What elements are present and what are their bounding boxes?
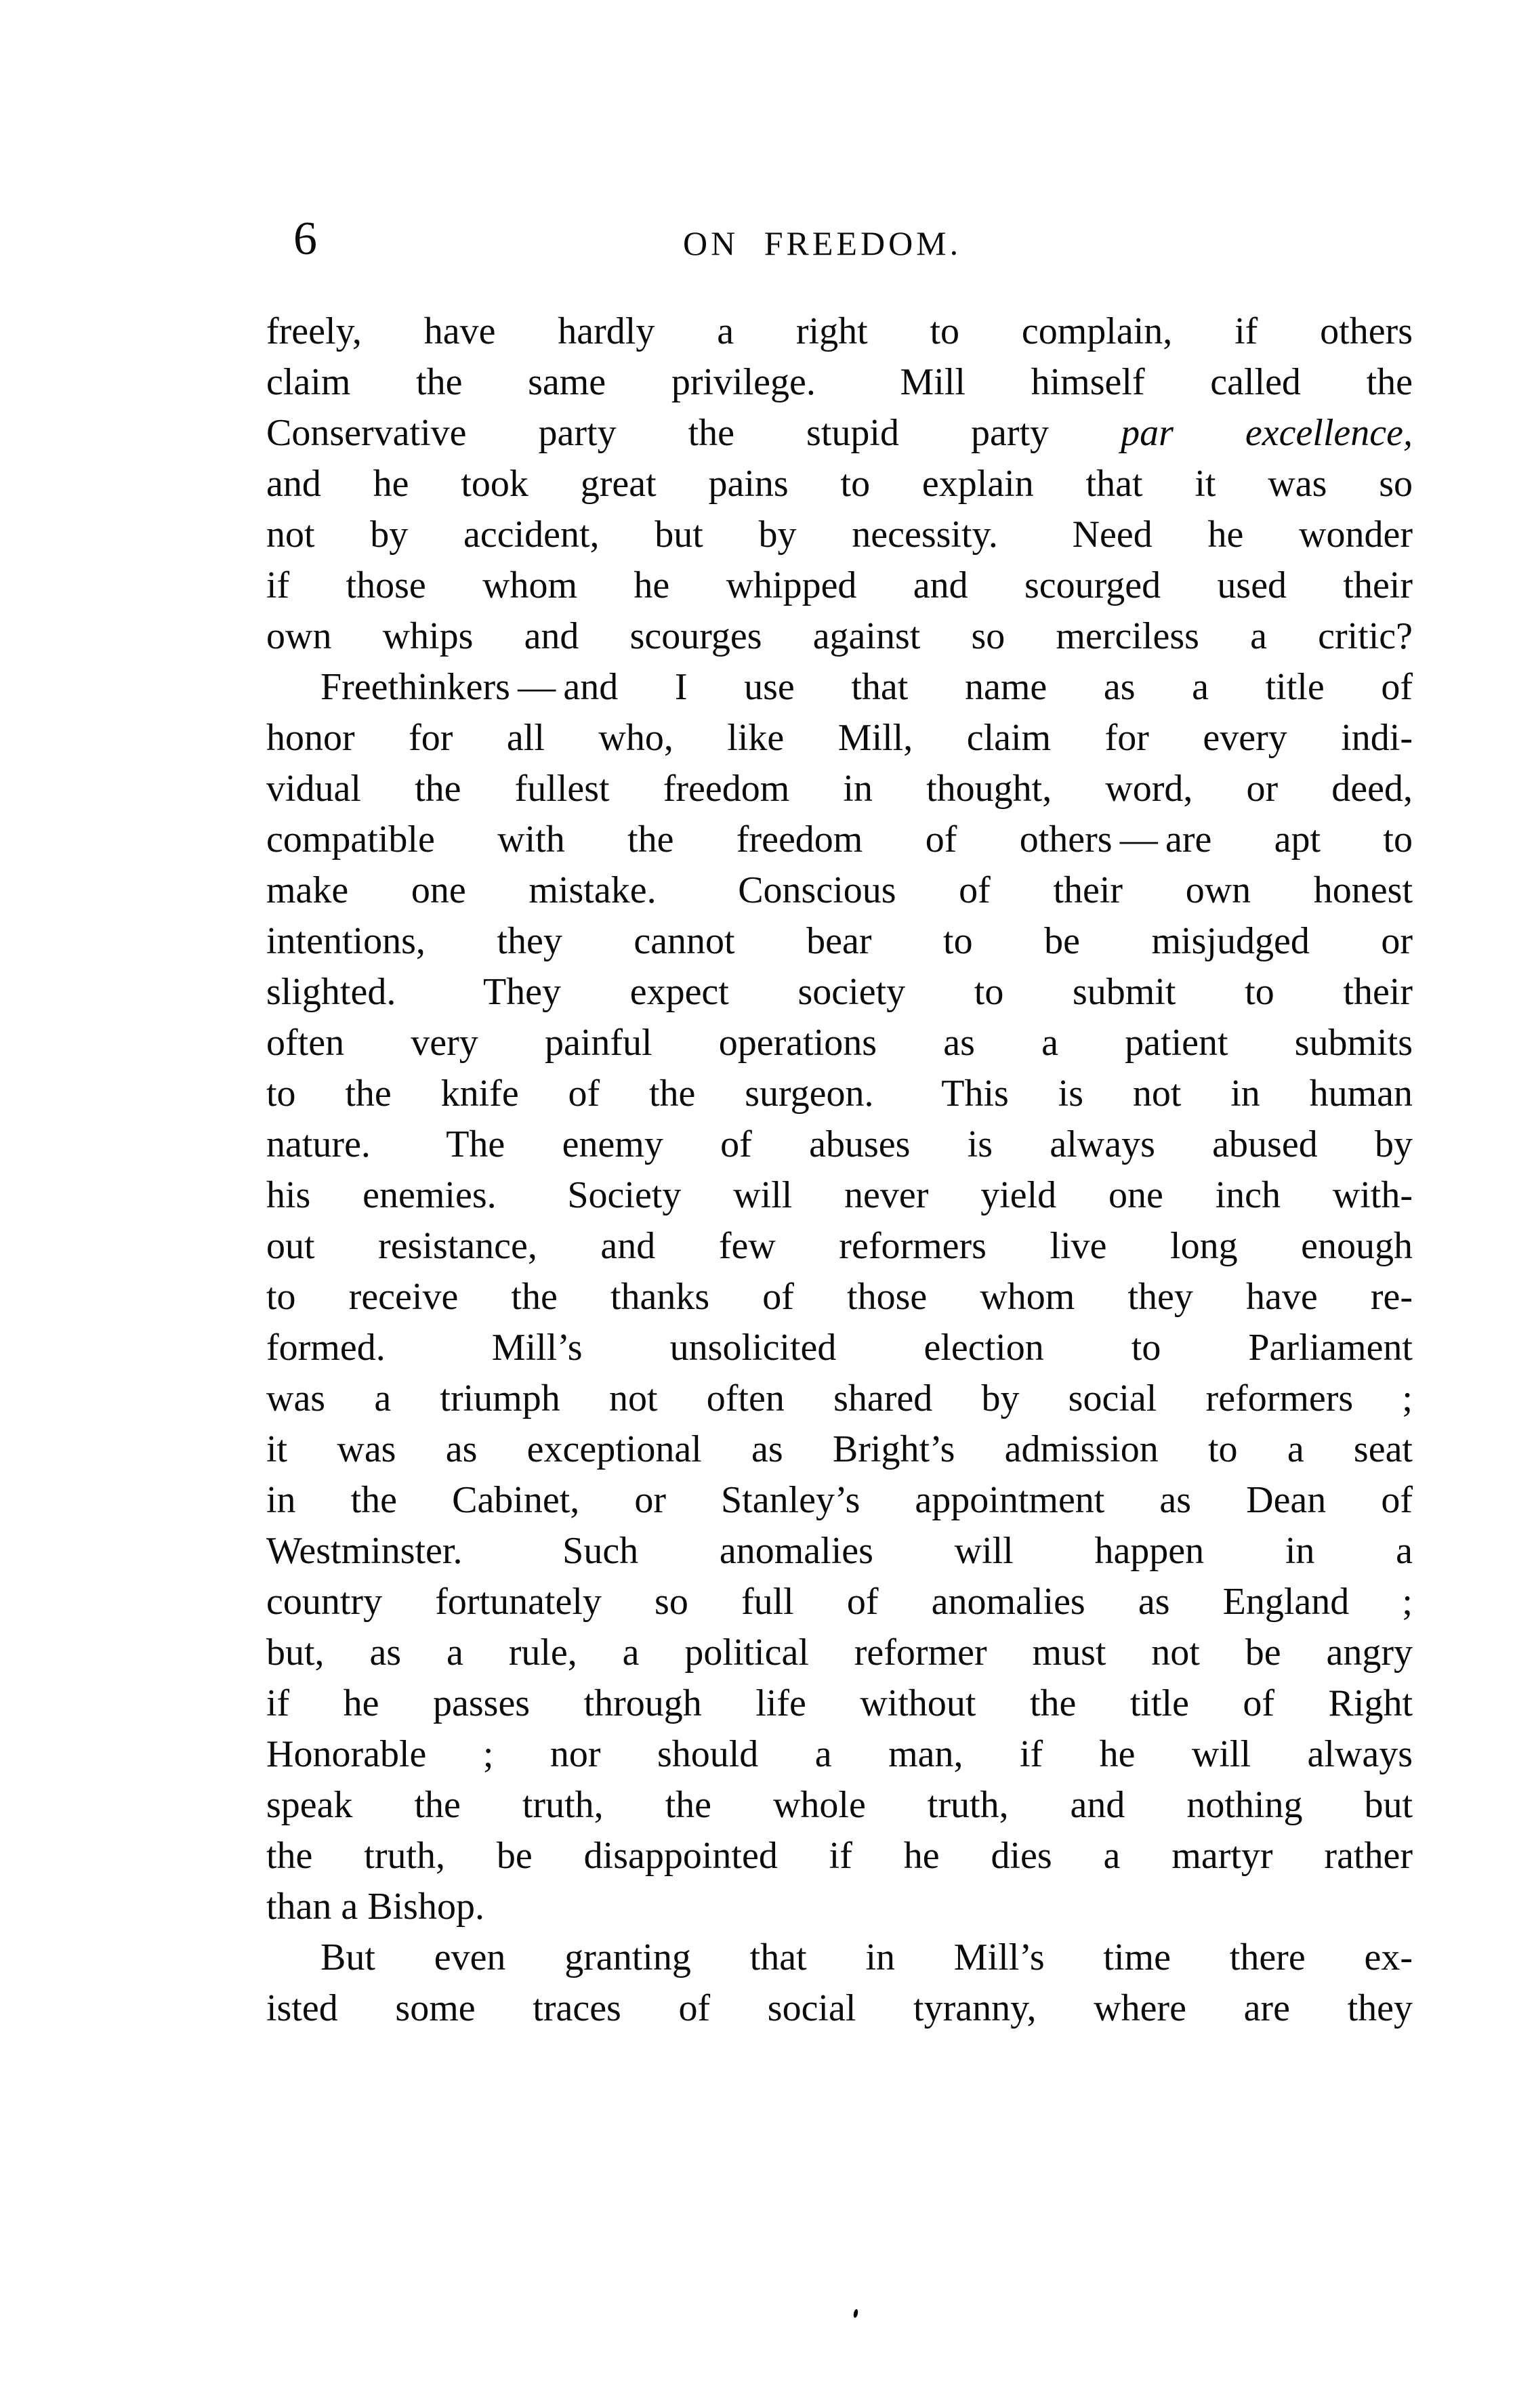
text-segment: than a Bishop. xyxy=(266,1886,484,1928)
text-line xyxy=(266,1018,1413,1068)
text-line xyxy=(266,1882,1413,1932)
text-line xyxy=(266,967,1413,1018)
text-segment: isted some traces of social tyranny, where are they xyxy=(266,1987,1413,2029)
text-line xyxy=(266,764,1413,814)
text-segment: vidual the fullest freedom in thought, word, or deed, xyxy=(266,768,1413,810)
text-segment: not by accident, but by necessity. Need he wonder xyxy=(266,514,1413,556)
text-segment: if he passes through life without the title of Right xyxy=(266,1682,1413,1724)
text-line xyxy=(266,1678,1413,1729)
text-line xyxy=(266,865,1413,916)
text-segment: claim the same privilege. Mill himself called the xyxy=(266,361,1413,403)
text-segment: to the knife of the surgeon. This is not in human xyxy=(266,1073,1413,1115)
text-segment: compatible with the freedom of others — are apt to xyxy=(266,818,1413,860)
text-line xyxy=(266,1526,1413,1577)
text-segment: But even granting that in Mill’s time there ex- xyxy=(320,1936,1413,1978)
page-header xyxy=(266,215,1413,270)
text-line xyxy=(266,1119,1413,1170)
text-segment: his enemies. Society will never yield one inch with- xyxy=(266,1174,1413,1216)
text-line xyxy=(266,408,1413,459)
text-line xyxy=(266,814,1413,865)
ink-speck-artifact xyxy=(853,2309,859,2319)
text-segment: make one mistake. Conscious of their own honest xyxy=(266,869,1413,911)
text-segment: nature. The enemy of abuses is always abused by xyxy=(266,1123,1413,1165)
text-line xyxy=(266,1221,1413,1272)
text-line xyxy=(266,306,1413,357)
text-segment: slighted. They expect society to submit to their xyxy=(266,971,1413,1013)
text-segment: Westminster. Such anomalies will happen in a xyxy=(266,1530,1413,1572)
text-segment: if those whom he whipped and scourged used their xyxy=(266,564,1413,606)
text-line xyxy=(266,1068,1413,1119)
text-line xyxy=(266,560,1413,611)
text-line xyxy=(266,1577,1413,1627)
text-line xyxy=(266,357,1413,408)
text-line xyxy=(266,916,1413,967)
text-segment: formed. Mill’s unsolicited election to Parliament xyxy=(266,1327,1413,1369)
text-line xyxy=(266,1323,1413,1373)
italic-text-segment: par excellence, xyxy=(1121,412,1413,454)
text-line xyxy=(266,713,1413,764)
text-segment: often very painful operations as a patient submits xyxy=(266,1022,1413,1064)
text-segment: own whips and scourges against so merciless a critic? xyxy=(266,615,1413,657)
text-segment: to receive the thanks of those whom they have re- xyxy=(266,1276,1413,1318)
text-line xyxy=(266,1729,1413,1780)
text-segment: Honorable ; nor should a man, if he will always xyxy=(266,1733,1413,1775)
text-segment: Freethinkers — and I use that name as a title of xyxy=(320,666,1413,708)
text-segment: out resistance, and few reformers live long enough xyxy=(266,1225,1413,1267)
text-line xyxy=(266,510,1413,560)
text-line xyxy=(266,662,1413,713)
text-line xyxy=(266,1475,1413,1526)
text-segment: freely, have hardly a right to complain, if others xyxy=(266,310,1413,352)
text-line xyxy=(266,1272,1413,1323)
page-number: 6 xyxy=(293,213,317,265)
text-segment: speak the truth, the whole truth, and nothing but xyxy=(266,1784,1413,1826)
text-line xyxy=(266,1983,1413,2034)
text-line xyxy=(266,1424,1413,1475)
text-segment: intentions, they cannot bear to be misjudged or xyxy=(266,920,1413,962)
text-line xyxy=(266,459,1413,510)
text-segment: honor for all who, like Mill, claim for every indi- xyxy=(266,717,1413,759)
text-segment: but, as a rule, a political reformer must not be angry xyxy=(266,1632,1413,1674)
text-segment: country fortunately so full of anomalies as England ; xyxy=(266,1581,1413,1623)
text-line xyxy=(266,1831,1413,1882)
text-segment: in the Cabinet, or Stanley’s appointment as Dean of xyxy=(266,1479,1413,1521)
text-line xyxy=(266,1932,1413,1983)
text-segment: Conservative party the stupid party xyxy=(266,412,1121,454)
text-line xyxy=(266,1627,1413,1678)
text-segment: the truth, be disappointed if he dies a martyr rather xyxy=(266,1835,1413,1877)
text-line xyxy=(266,1170,1413,1221)
text-segment: it was as exceptional as Bright’s admission to a seat xyxy=(266,1428,1413,1470)
text-line xyxy=(266,1373,1413,1424)
running-title: ON FREEDOM. xyxy=(683,224,962,262)
text-line xyxy=(266,1780,1413,1831)
text-segment: and he took great pains to explain that it was so xyxy=(266,463,1413,505)
text-segment: was a triumph not often shared by social reformers ; xyxy=(266,1377,1413,1419)
text-line xyxy=(266,611,1413,662)
body-text xyxy=(266,306,1413,2034)
